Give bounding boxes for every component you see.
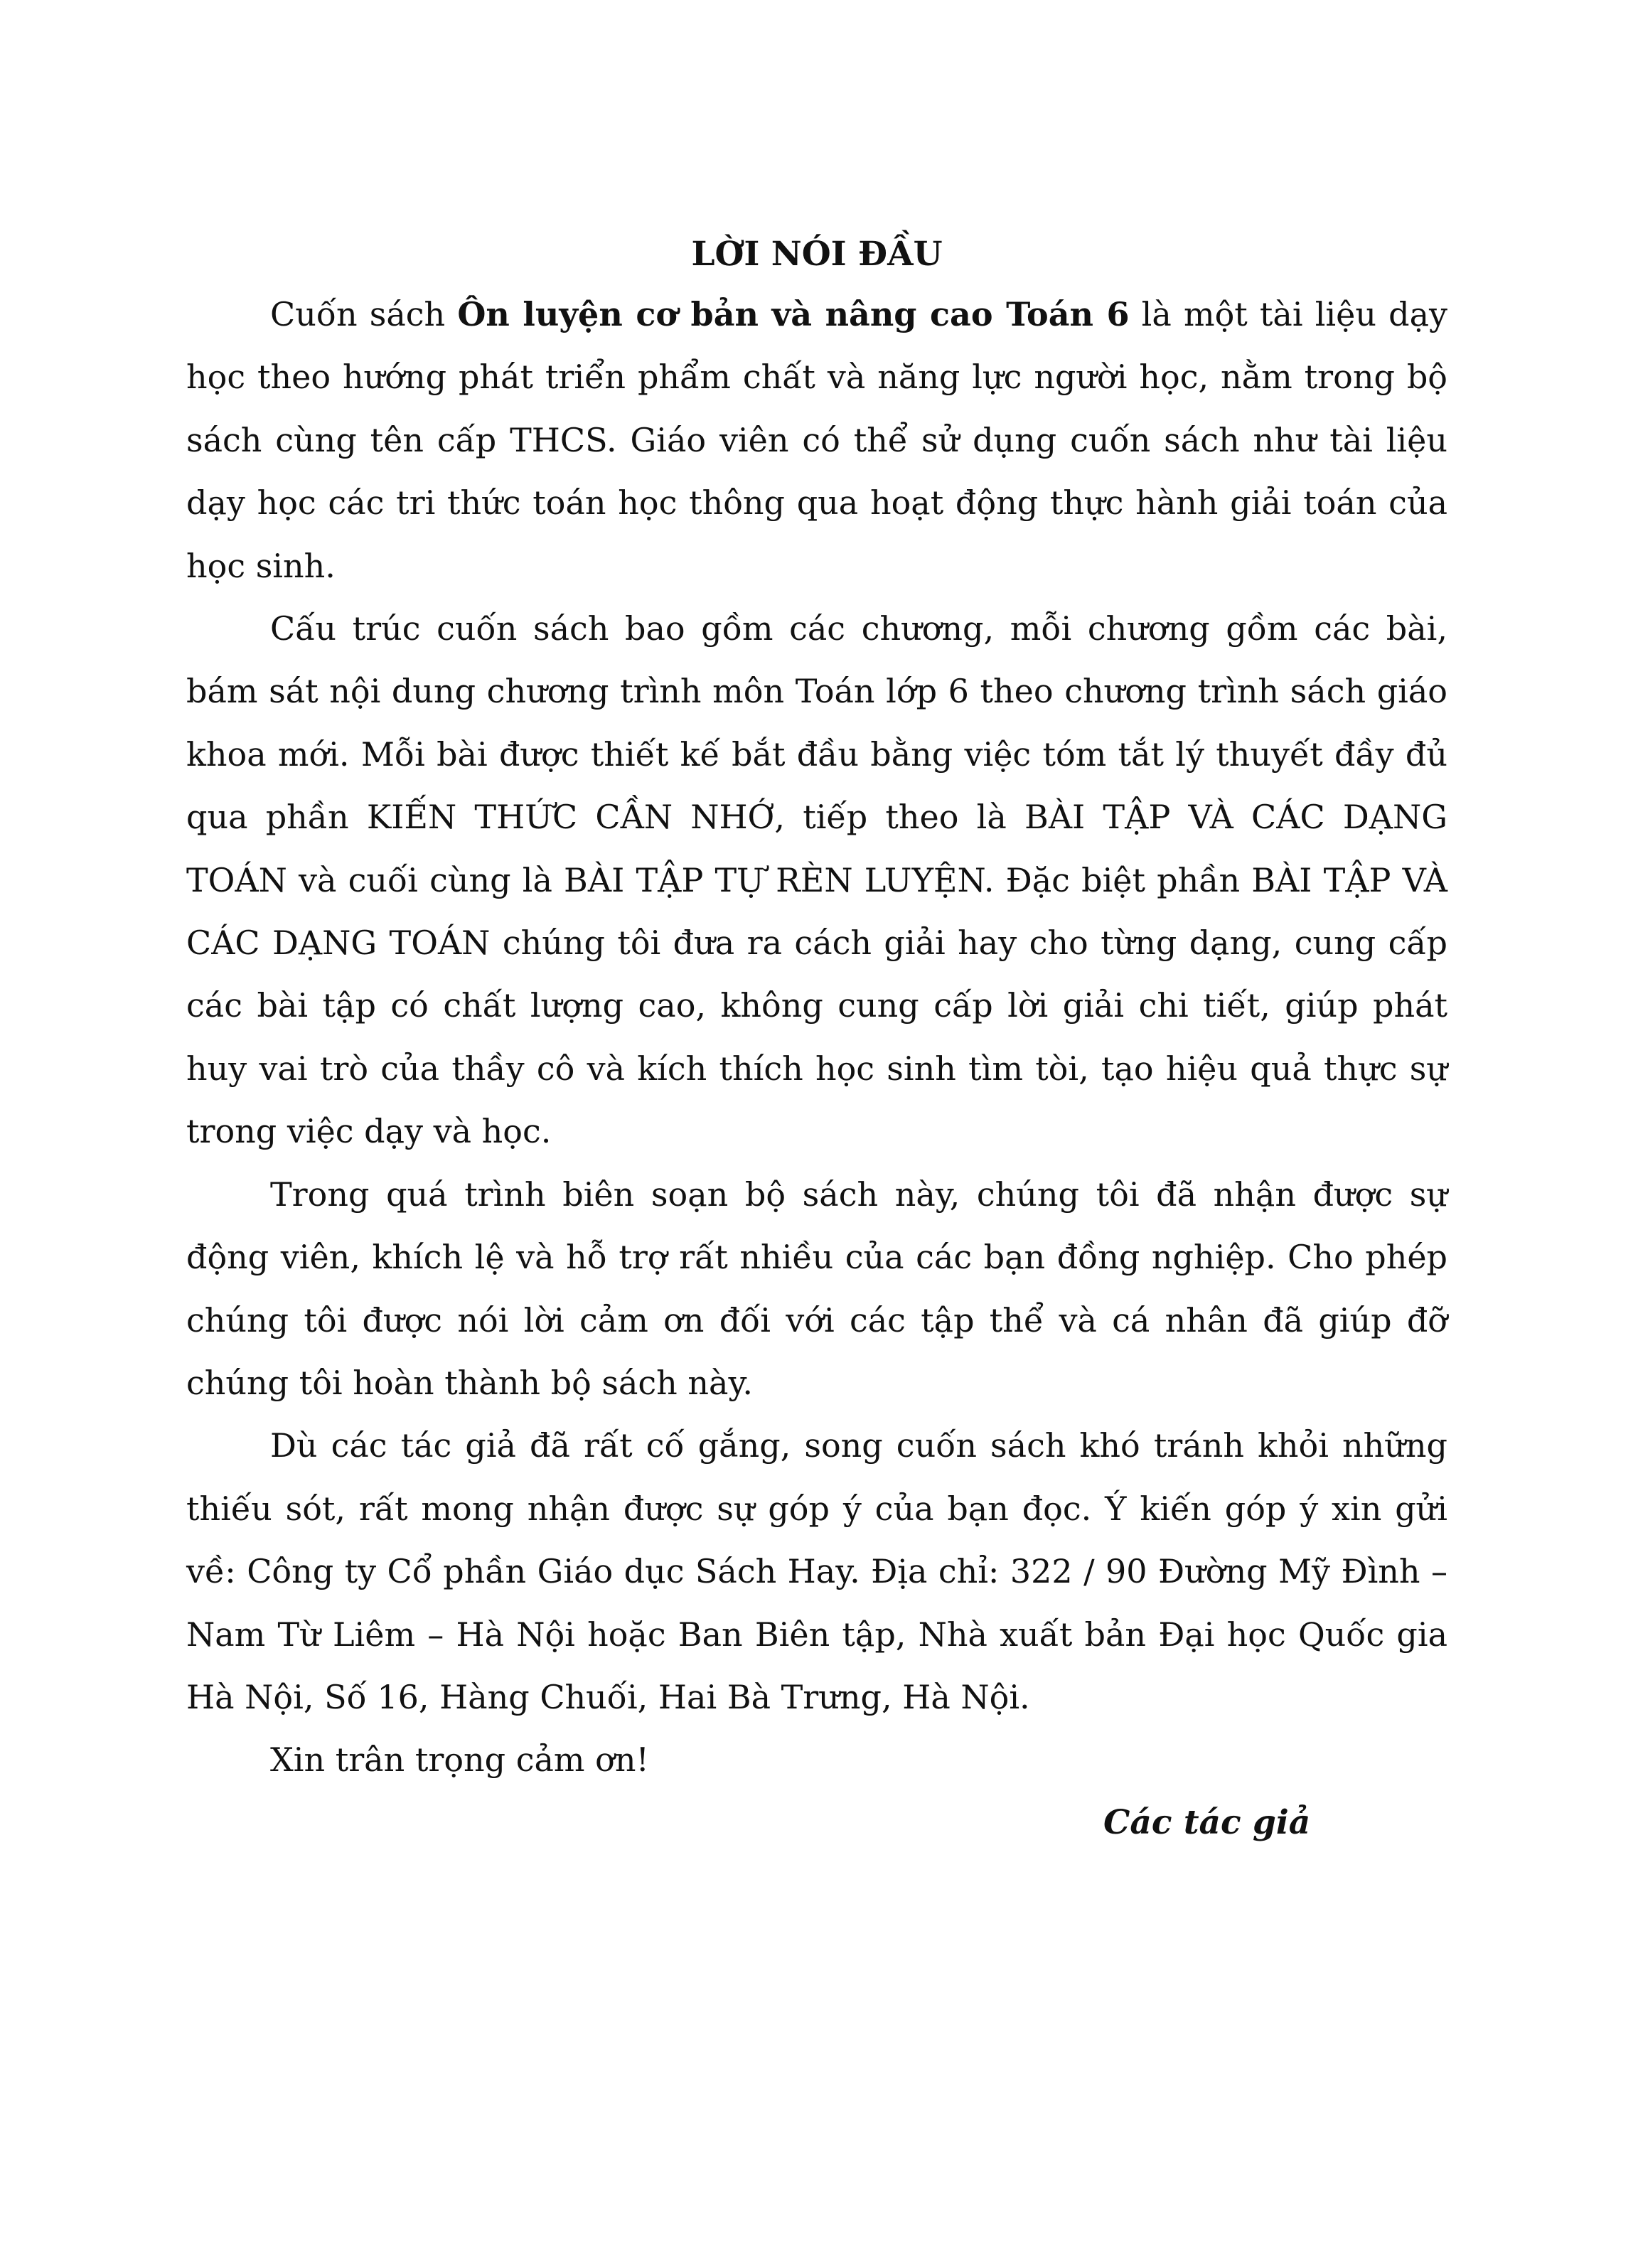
- paragraph-thanks: Trong quá trình biên soạn bộ sách này, chúng tôi đã nhận được sự động viên, khích lệ và hỗ trợ rất nhiều của các bạn đồng nghiệp. Cho phép chúng tôi được nói lời cảm ơn đối với các tập thể và cá nhân đã giúp đỡ chúng tôi hoàn thành bộ sách này.: [186, 1175, 1447, 1402]
- page-content: [186, 226, 1447, 1854]
- page-title: LỜI NÓI ĐẦU: [691, 235, 943, 274]
- book-title: Ôn luyện cơ bản và nâng cao Toán 6: [457, 295, 1130, 333]
- paragraph-feedback: Dù các tác giả đã rất cố gắng, song cuốn sách khó tránh khỏi những thiếu sót, rất mong nhận được sự góp ý của bạn đọc. Ý kiến góp ý xin gửi về: Công ty Cổ phần Giáo dục Sách Hay. Địa chỉ: 322 / 90 Đường Mỹ Đình – Nam Từ Liêm – Hà Nội hoặc Ban Biên tập, Nhà xuất bản Đại học Quốc gia Hà Nội, Số 16, Hàng Chuối, Hai Bà Trưng, Hà Nội.: [186, 1426, 1447, 1716]
- signature: Các tác giả: [1103, 1802, 1311, 1842]
- paragraph-intro-lead: Cuốn sách: [270, 295, 458, 333]
- paragraph-intro-rest: là một tài liệu dạy học theo hướng phát triển phẩm chất và năng lực người học, nằm trong bộ sách cùng tên cấp THCS. Giáo viên có thể sử dụng cuốn sách như tài liệu dạy học các tri thức toán học thông qua hoạt động thực hành giải toán của học sinh.: [186, 295, 1447, 585]
- closing-line: Xin trân trọng cảm ơn!: [270, 1740, 649, 1780]
- paragraph-intro: [186, 283, 1447, 597]
- paragraph-structure: Cấu trúc cuốn sách bao gồm các chương, mỗi chương gồm các bài, bám sát nội dung chương trình môn Toán lớp 6 theo chương trình sách giáo khoa mới. Mỗi bài được thiết kế bắt đầu bằng việc tóm tắt lý thuyết đầy đủ qua phần KIẾN THỨC CẦN NHỚ, tiếp theo là BÀI TẬP VÀ CÁC DẠNG TOÁN và cuối cùng là BÀI TẬP TỰ RÈN LUYỆN. Đặc biệt phần BÀI TẬP VÀ CÁC DẠNG TOÁN chúng tôi đưa ra cách giải hay cho từng dạng, cung cấp các bài tập có chất lượng cao, không cung cấp lời giải chi tiết, giúp phát huy vai trò của thầy cô và kích thích học sinh tìm tòi, tạo hiệu quả thực sự trong việc dạy và học.: [186, 609, 1447, 1151]
